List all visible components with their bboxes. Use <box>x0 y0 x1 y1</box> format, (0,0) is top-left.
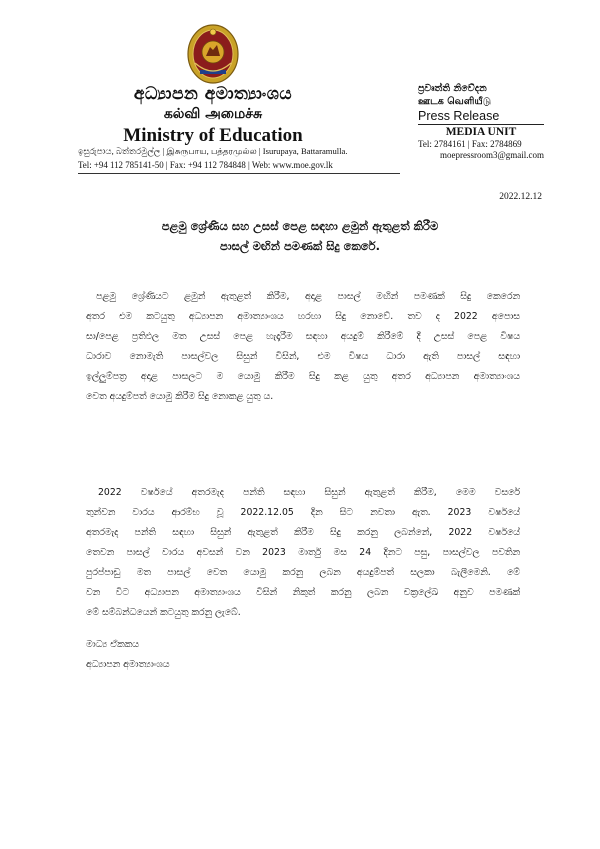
body-paragraph-2 <box>86 483 520 623</box>
paragraph-line: තුන්වන වාරය ආරම්භ වූ 2022.12.05 දින සිට නවතා ඇත. 2023 වර්ෂයේ <box>86 507 520 518</box>
release-date: 2022.12.12 <box>499 192 542 202</box>
ministry-contact: Tel: +94 112 785141-50 | Fax: +94 112 784848 | Web: www.moe.gov.lk <box>78 160 333 170</box>
ministry-name-tamil: கல்வி அமைச்சு <box>163 106 263 122</box>
paragraph-line: 2022 වර්ෂයේ අතරමැද පන්ති සඳහා සිසුන් ඇතුළත් කිරීම, මෙම වසරේ <box>98 487 520 498</box>
paragraph-line: පළමු ශ්‍රේණියට ළමුන් ඇතුළත් කිරීම, අදාළ පාසල් මඟින් පමණක් සිදු කෙරෙන <box>96 291 520 302</box>
paragraph-line: අතර එම කටයුතු අධ්‍යාපන අමාත්‍යාංශය හරහා සිදු නොවේ. තව ද 2022 අපොස <box>86 311 520 322</box>
press-release-sinhala: ප්‍රවෘත්ති නිවේදන <box>418 83 487 94</box>
press-release-tamil: ஊடக வெளியீடு <box>418 96 492 107</box>
media-unit-email: moepressroom3@gmail.com <box>439 150 544 160</box>
paragraph-line: ධාරාව නොමැති පාසල්වල සිසුන් විසින්, එම විෂය ධාරා ඇති පාසල් සඳහා <box>86 351 520 362</box>
signature-ministry: අධ්‍යාපන අමාත්‍යාංශය <box>86 659 170 670</box>
media-unit-tel-fax: Tel: 2784161 | Fax: 2784869 <box>418 139 522 149</box>
paragraph-line: මේ සම්බන්ධයෙන් කටයුතු කරනු ලැබේ. <box>86 607 241 618</box>
press-release-block <box>418 82 544 161</box>
paragraph-line: සා/පෙළ ප්‍රතිඵල මත උසස් පෙළ හැදෑරීම සඳහා අයදුම් කිරීමේ දී උසස් පෙළ විෂය <box>86 331 520 342</box>
headline-line-1: පළමු ශ්‍රේණිය සහ උසස් පෙළ සඳහා ළමුන් ඇතුළත් කිරීම <box>161 219 439 233</box>
ministry-address: ඉසුරුපාය, බත්තරමුල්ල | இசுருபாய, பத்தரமுல்ல | Isurupaya, Battaramulla. <box>78 146 348 156</box>
body-paragraph-1 <box>86 287 520 407</box>
media-unit-label: MEDIA UNIT <box>445 126 517 138</box>
paragraph-line: පුරප්පාඩු මත පාසල් වෙත යොමු කරනු ලබන අයදුම්පත් සලකා බැලීමෙනි. මේ <box>86 567 520 578</box>
ministry-name-english: Ministry of Education <box>123 125 303 146</box>
paragraph-line: වන විට අධ්‍යාපන අමාත්‍යාංශය විසින් නිකුත් කරනු ලබන චක්‍රලේඛ අනුව පමණක් <box>86 587 520 598</box>
signature-media-unit: මාධ්‍ය ඒකකය <box>86 639 139 650</box>
paragraph-line: අතරමැද පන්ති සඳහා සිසුන් ඇතුළත් කිරීම සිදු කරනු ලබන්නේ, 2022 වර්ෂයේ <box>86 527 520 538</box>
national-emblem-icon <box>186 23 240 85</box>
paragraph-line: තෙවන පාසල් වාරය අවසන් වන 2023 මාර්තු මස 24 දිනට පසු, පාසල්වල පවතින <box>86 547 520 558</box>
press-release-english: Press Release <box>418 109 500 123</box>
paragraph-line: ඉල්ලුම්පත්‍ර අදාළ පාසලට ම යොමු කිරීම සිදු කළ යුතු අතර අධ්‍යාපන අමාත්‍යාංශය <box>86 371 520 382</box>
paragraph-line: වෙත අයදුම්පත් යොමු කිරීම සිදු නොකළ යුතු ය. <box>86 391 274 402</box>
header-divider <box>78 173 400 174</box>
headline-line-2: පාසල් මඟින් පමණක් සිදු කෙරේ. <box>220 239 380 253</box>
press-release-divider <box>418 124 544 125</box>
ministry-name-sinhala: අධ්‍යාපන අමාත්‍යාංශය <box>133 84 293 104</box>
